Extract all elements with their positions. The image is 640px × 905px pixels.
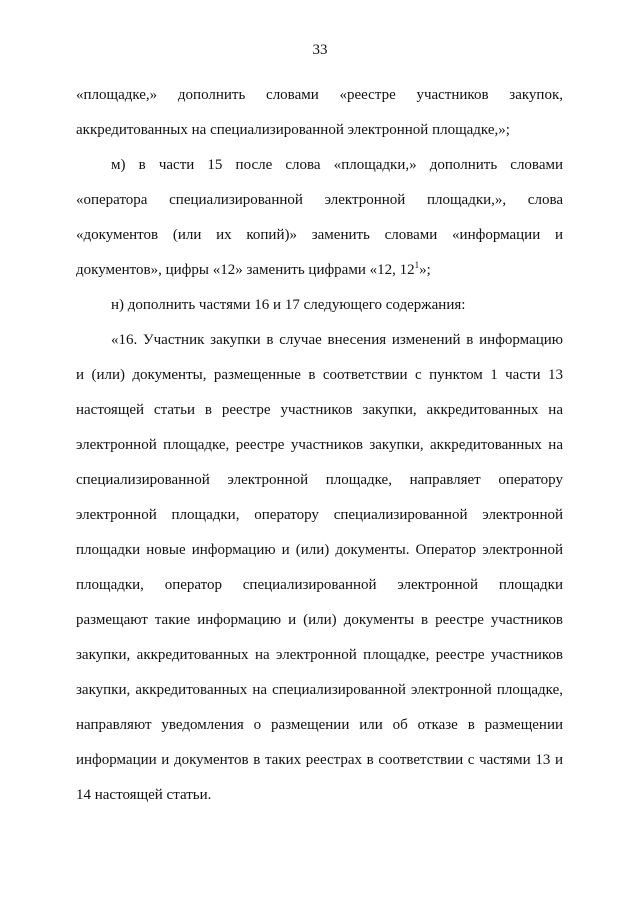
text-line-10: настоящей статьи в реестре участников закупки, аккредитованных на [76, 402, 563, 418]
text-line-19: направляют уведомления о размещении или об отказе в размещении [76, 717, 563, 733]
text-line-16: размещают такие информацию и (или) документы в реестре участников [76, 612, 563, 628]
text-line-5: «документов (или их копий)» заменить словами «информации и [76, 227, 563, 243]
text-line-3: м) в части 15 после слова «площадки,» дополнить словами [111, 157, 563, 173]
text-line-9: и (или) документы, размещенные в соответствии с пунктом 1 части 13 [76, 367, 563, 383]
text-line-6-tail: »; [419, 262, 431, 278]
text-line-12: специализированной электронной площадке, направляет оператору [76, 472, 563, 488]
page-number: 33 [312, 42, 328, 58]
superscript-1: 1 [414, 260, 420, 270]
text-line-11: электронной площадке, реестре участников закупки, аккредитованных на [76, 437, 563, 453]
text-line-8: «16. Участник закупки в случае внесения изменений в информацию [111, 332, 563, 348]
text-line-6-main: документов», цифры «12» заменить цифрами «12, 12 [76, 262, 415, 278]
text-line-4: «оператора специализированной электронной площадки,», слова [76, 192, 563, 208]
text-line-1: «площадке,» дополнить словами «реестре участников закупок, [76, 87, 563, 103]
text-line-2: аккредитованных на специализированной электронной площадке,»; [76, 122, 510, 138]
text-line-15: площадки, оператор специализированной электронной площадки [76, 577, 563, 593]
text-line-6 [76, 260, 563, 280]
text-line-20: информации и документов в таких реестрах в соответствии с частями 13 и [76, 752, 563, 768]
text-line-17: закупки, аккредитованных на электронной площадке, реестре участников [76, 647, 563, 663]
text-line-14: площадки новые информацию и (или) документы. Оператор электронной [76, 542, 563, 558]
text-line-18: закупки, аккредитованных на специализированной электронной площадке, [76, 682, 563, 698]
text-line-21: 14 настоящей статьи. [76, 787, 212, 803]
text-line-7: н) дополнить частями 16 и 17 следующего содержания: [111, 297, 466, 313]
text-line-13: электронной площадки, оператору специализированной электронной [76, 507, 563, 523]
